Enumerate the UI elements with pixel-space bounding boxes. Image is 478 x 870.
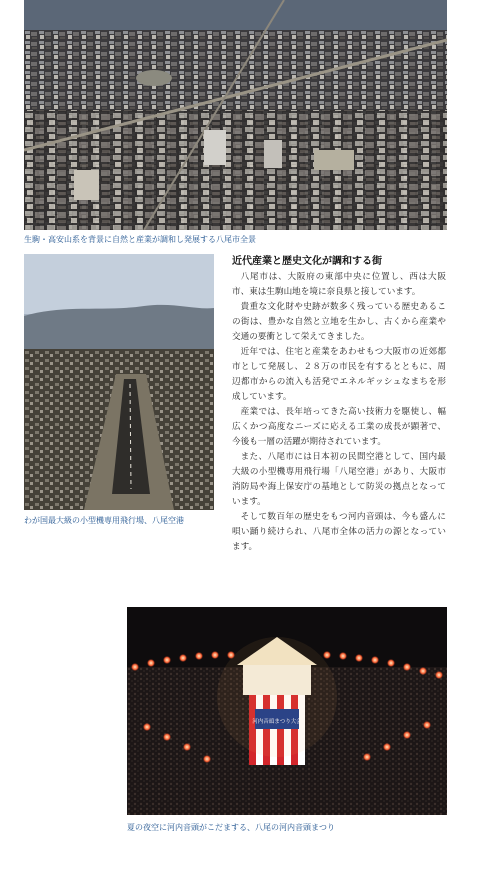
- article-paragraph: 八尾市は、大阪府の東部中央に位置し、西は大阪市、東は生駒山地を境に奈良県と接しています。: [232, 272, 446, 297]
- airport-illustration: [24, 254, 214, 510]
- city-photo-caption: 生駒・高安山系を背景に自然と産業が調和し発展する八尾市全景: [24, 235, 256, 244]
- article: [232, 254, 446, 555]
- article-paragraph: 貴重な文化財や史跡が数多く残っている歴史あるこの街は、豊かな自然と立地を生かし、古くから産業や交通の要衝として栄えてきました。: [232, 302, 446, 342]
- city-aerial-illustration: [24, 0, 447, 230]
- festival-illustration: [127, 607, 447, 815]
- article-title: 近代産業と歴史文化が調和する街: [232, 256, 382, 267]
- article-paragraph: また、八尾市には日本初の民間空港として、国内最大級の小型機専用飛行場「八尾空港」があり、大阪市消防局や海上保安庁の基地として防災の拠点となっています。: [232, 452, 446, 507]
- airport-photo-caption: わが国最大級の小型機専用飛行場、八尾空港: [24, 516, 184, 525]
- city-aerial-photo: [24, 0, 447, 230]
- festival-sign: 河内音頭まつり大会: [252, 719, 302, 725]
- article-paragraph: 産業では、長年培ってきた高い技術力を駆使し、幅広くかつ高度なニーズに応える工業の成長が顕著で、今後も一層の活躍が期待されています。: [232, 407, 446, 447]
- festival-photo-caption: 夏の夜空に河内音頭がこだまする、八尾の河内音頭まつり: [127, 823, 335, 832]
- article-paragraph: 近年では、住宅と産業をあわせもつ大阪市の近郊都市として発展し、２８万の市民を有するとともに、周辺都市からの流入も活発でエネルギッシュなまちを形成しています。: [232, 347, 446, 402]
- article-paragraph: そして数百年の歴史をもつ河内音頭は、今も盛んに唄い踊り続けられ、八尾市全体の活力の源となっています。: [232, 512, 446, 552]
- festival-night-photo: [127, 607, 447, 815]
- airport-aerial-photo: [24, 254, 214, 510]
